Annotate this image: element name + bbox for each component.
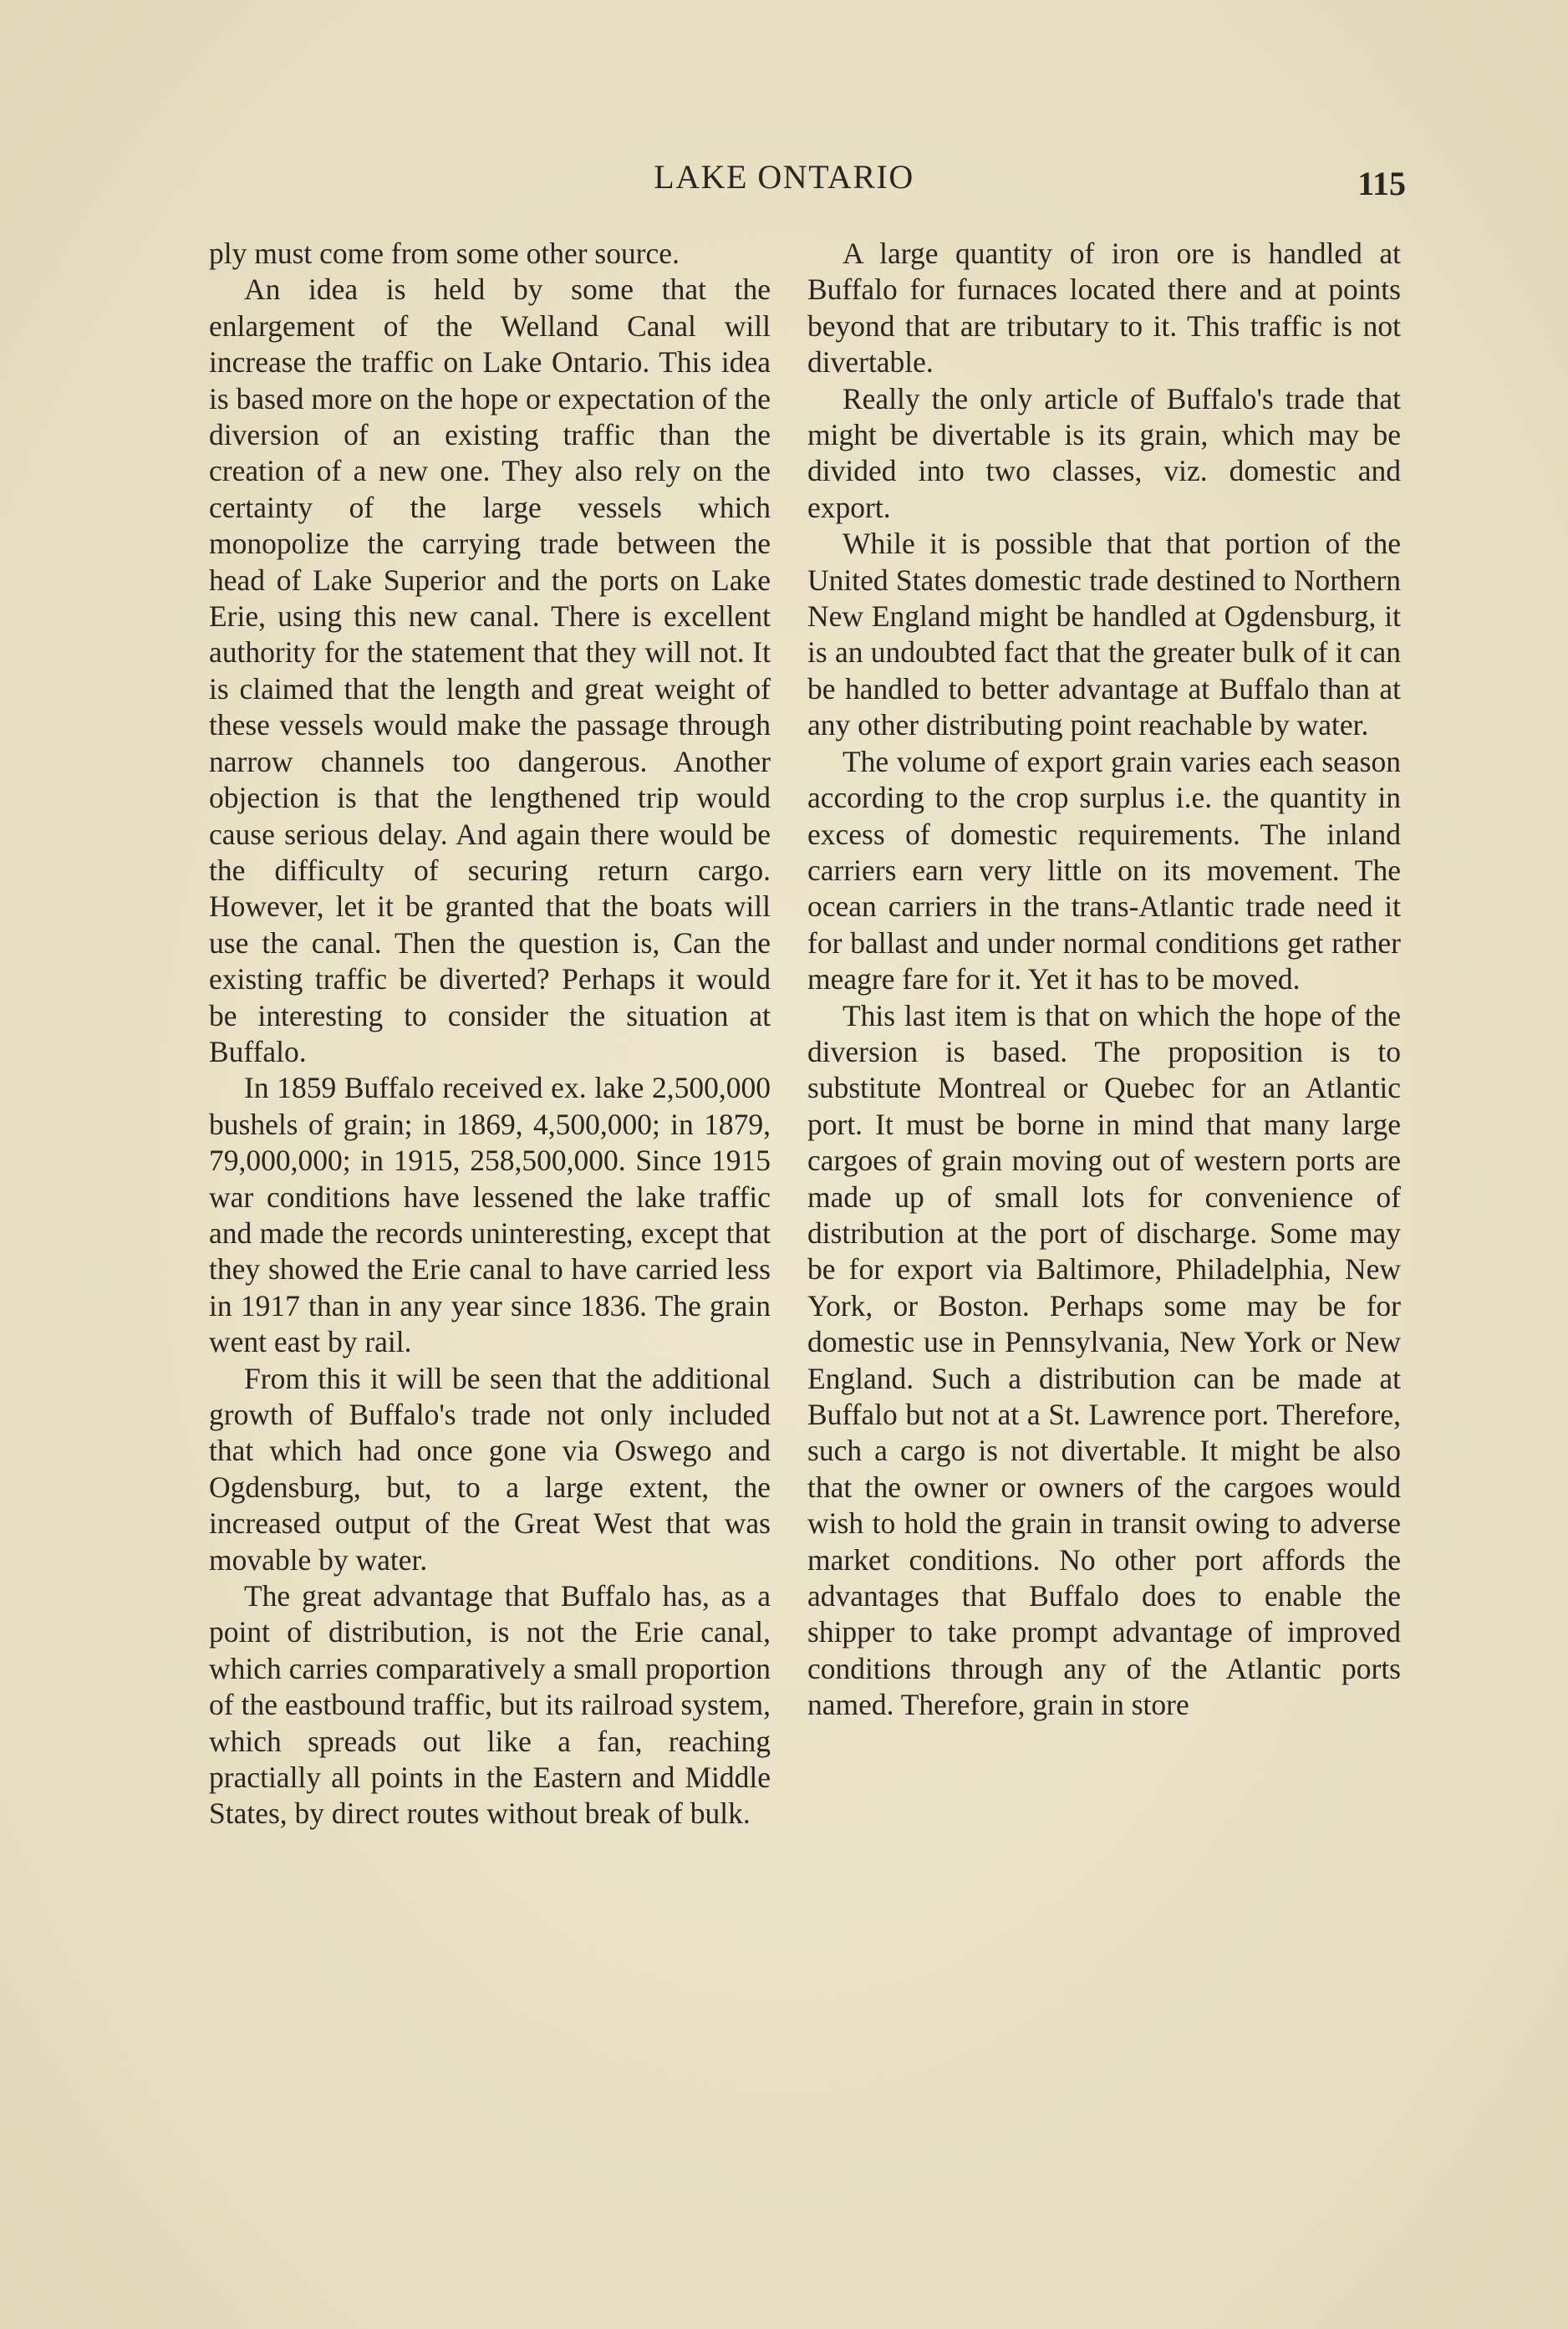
page-header [0, 157, 1568, 207]
paragraph: This last item is that on which the hope of the diversion is based. The proposition is to substitute Montreal or Quebec for an Atlantic port. It must be borne in mind that many large cargoes of grain moving out of western ports are made up of small lots for convenience of distribution at the port of discharge. Some may be for export via Baltimore, Philadelphia, New York, or Boston. Perhaps some may be for domestic use in Pennsylvania, New York or New England. Such a distribution can be made at Buffalo but not at a St. Lawrence port. Therefore, such a cargo is not divertable. It might be also that the owner or owners of the cargoes would wish to hold the grain in transit owing to adverse market conditions. No other port affords the advantages that Buffalo does to enable the shipper to take prompt advantage of improved conditions through any of the Atlantic ports named. Therefore, grain in store [807, 998, 1401, 1722]
right-column [807, 236, 1401, 1724]
paragraph: Really the only article of Buffalo's trade that might be divertable is its grain, which may be divided into two classes, viz. domestic and export. [807, 381, 1401, 524]
paragraph: From this it will be seen that the additional growth of Buffalo's trade not only included that which had once gone via Oswego and Ogdensburg, but, to a large extent, the increased output of the Great West that was movable by water. [209, 1361, 771, 1577]
page-number: 115 [1357, 165, 1406, 202]
running-title: LAKE ONTARIO [654, 158, 914, 196]
paragraph: While it is possible that that portion of the United States domestic trade destined to Northern New England might be handled at Ogdensburg, it is an undoubted fact that the greater bulk of it can be handled to better advantage at Buffalo than at any other distributing point reachable by water. [807, 527, 1401, 742]
paragraph: The volume of export grain varies each season according to the crop surplus i.e. the quantity in excess of domestic requirements. The inland carriers earn very little on its movement. The ocean carriers in the trans-Atlantic trade need it for ballast and under normal conditions get rather meagre fare for it. Yet it has to be moved. [807, 744, 1401, 996]
paragraph: A large quantity of iron ore is handled at Buffalo for furnaces located there and at points beyond that are tributary to it. This traffic is not divertable. [807, 237, 1401, 380]
paragraph: An idea is held by some that the enlargement of the Welland Canal will increase the traffic on Lake Ontario. This idea is based more on the hope or expectation of the diversion of an existing traffic than the creation of a new one. They also rely on the certainty of the large vessels which monopolize the carrying trade between the head of Lake Superior and the ports on Lake Erie, using this new canal. There is excellent authority for the statement that they will not. It is claimed that the length and great weight of these vessels would make the passage through narrow channels too dangerous. Another objection is that the lengthened trip would cause serious delay. And again there would be the difficulty of securing return cargo. However, let it be granted that the boats will use the canal. Then the question is, Can the existing traffic be diverted? Perhaps it would be interesting to consider the situation at Buffalo. [209, 273, 771, 1068]
paragraph: In 1859 Buffalo received ex. lake 2,500,000 bushels of grain; in 1869, 4,500,000; in 1879, 79,000,000; in 1915, 258,500,000. Since 1915 war conditions have lessened the lake traffic and made the records uninteresting, except that they showed the Erie canal to have carried less in 1917 than in any year since 1836. The grain went east by rail. [209, 1071, 771, 1359]
paragraph: The great advantage that Buffalo has, as a point of distribution, is not the Erie canal, which carries comparatively a small proportion of the eastbound traffic, but its railroad system, which spreads out like a fan, reaching practially all points in the Eastern and Middle States, by direct routes without break of bulk. [209, 1579, 771, 1831]
paragraph: ply must come from some other source. [209, 237, 680, 270]
left-column [209, 236, 771, 1832]
